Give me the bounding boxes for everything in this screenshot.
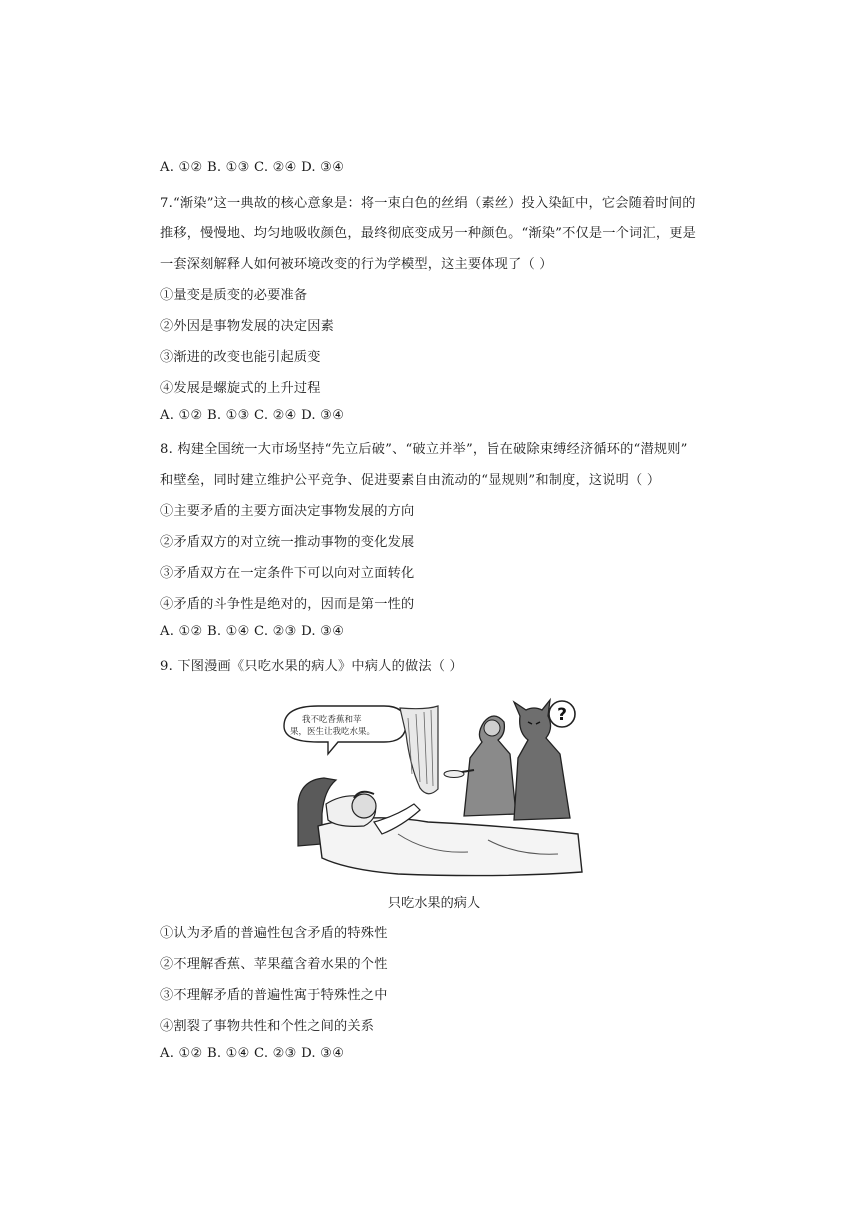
q8-answers: A. ①② B. ①④ C. ②③ D. ③④ xyxy=(160,624,345,639)
q9-answers: A. ①② B. ①④ C. ②③ D. ③④ xyxy=(160,1046,345,1061)
q9-option-1: ①认为矛盾的普遍性包含矛盾的特殊性 xyxy=(160,926,388,941)
q7-answers: A. ①② B. ①③ C. ②④ D. ③④ xyxy=(160,408,345,423)
q9-option-2: ②不理解香蕉、苹果蕴含着水果的个性 xyxy=(160,957,388,972)
q7-stem-line-3: 一套深刻解释人如何被环境改变的行为学模型，这主要体现了（ ） xyxy=(160,257,553,272)
q9-option-3: ③不理解矛盾的普遍性寓于特殊性之中 xyxy=(160,988,388,1003)
q8-option-2: ②矛盾双方的对立统一推动事物的变化发展 xyxy=(160,535,415,550)
q7-option-1: ①量变是质变的必要准备 xyxy=(160,288,308,303)
q8-option-3: ③矛盾双方在一定条件下可以向对立面转化 xyxy=(160,566,415,581)
q6-answers: A. ①② B. ①③ C. ②④ D. ③④ xyxy=(160,160,345,175)
q8-stem-line-2: 和壁垒，同时建立维护公平竞争、促进要素自由流动的“显规则”和制度，这说明（ ） xyxy=(160,473,661,488)
q7-stem-line-2: 推移，慢慢地、均匀地吸收颜色，最终彻底变成另一种颜色。“渐染”不仅是一个词汇，更是 xyxy=(160,226,696,241)
speech-text-line-2: 果，医生让我吃水果。 xyxy=(290,727,376,737)
q9-option-4: ④割裂了事物共性和个性之间的关系 xyxy=(160,1019,375,1034)
q7-option-2: ②外因是事物发展的决定因素 xyxy=(160,319,335,334)
fruit-plate xyxy=(444,771,464,778)
q8-option-1: ①主要矛盾的主要方面决定事物发展的方向 xyxy=(160,504,415,519)
q8-stem-line-1: 8. 构建全国统一大市场坚持“先立后破”、“破立并举”，旨在破除束缚经济循环的“潜规则” xyxy=(160,442,688,457)
q7-stem-line-1: 7.“渐染”这一典故的核心意象是：将一束白色的丝绢（素丝）投入染缸中，它会随着时间的 xyxy=(160,196,696,211)
q7-option-4: ④发展是螺旋式的上升过程 xyxy=(160,381,321,396)
q8-option-4: ④矛盾的斗争性是绝对的，因而是第一性的 xyxy=(160,597,415,612)
cartoon-illustration xyxy=(278,694,588,878)
q7-option-3: ③渐进的改变也能引起质变 xyxy=(160,350,321,365)
q9-stem: 9. 下图漫画《只吃水果的病人》中病人的做法（ ） xyxy=(160,659,463,674)
question-mark-icon: ? xyxy=(557,705,567,725)
cartoon-caption: 只吃水果的病人 xyxy=(387,896,481,911)
speech-text-line-1: 我不吃香蕉和苹 xyxy=(302,715,362,725)
patient-head xyxy=(352,794,376,818)
